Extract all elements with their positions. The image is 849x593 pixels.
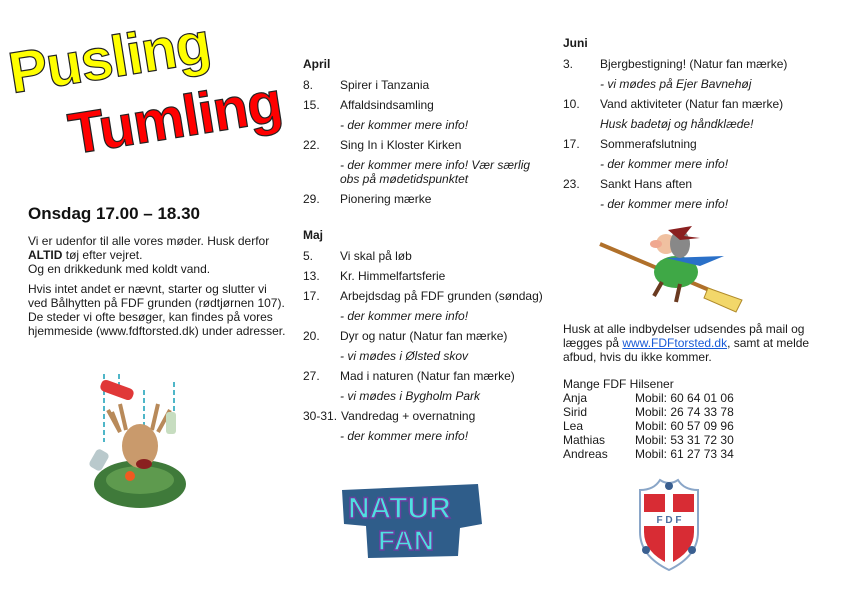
event-date: 5. (303, 249, 314, 263)
info-text-pre: Husk at alle indbydelser udsendes på mail og lægges på (563, 322, 805, 350)
intro-text-post: tøj efter vejret. (62, 248, 143, 262)
event-title: Sing In i Kloster Kirken (340, 138, 462, 152)
event-date: 17. (563, 137, 580, 151)
natur-fan-badge (338, 478, 484, 560)
event-title: Dyr og natur (Natur fan mærke) (340, 329, 508, 343)
event-title: Sankt Hans aften (600, 177, 693, 191)
event-date: 15. (303, 98, 320, 112)
event-title: Sommerafslutning (600, 137, 697, 151)
month-april: April (303, 57, 331, 71)
event-row (563, 57, 833, 71)
info-text-post: , samt at melde afbud, hvis du ikke kommer. (563, 336, 810, 364)
event-date: 13. (303, 269, 320, 283)
intro-text-pre: Vi er udenfor til alle vores møder. Husk derfor (28, 234, 270, 248)
event-title: Kr. Himmelfartsferie (340, 269, 446, 283)
contact-name: Mathias (563, 433, 606, 447)
event-note: - der kommer mere info! (600, 157, 729, 171)
intro-text (28, 234, 286, 344)
schedule-juni (563, 36, 833, 217)
event-row (563, 97, 833, 111)
event-row (303, 369, 543, 383)
event-date: 22. (303, 138, 320, 152)
event-title: Arbejdsdag på FDF grunden (søndag) (340, 289, 543, 303)
event-row (303, 249, 543, 263)
event-row (303, 329, 543, 343)
month-maj: Maj (303, 228, 324, 242)
event-date: 30-31. (303, 409, 338, 423)
contact-list (563, 377, 734, 461)
moose-illustration (78, 372, 196, 510)
event-title: Bjergbestigning! (Natur fan mærke) (600, 57, 788, 71)
event-row (303, 98, 543, 112)
contact-phone: Mobil: 60 64 01 06 (635, 391, 734, 405)
contact-name: Lea (563, 419, 584, 433)
contact-name: Anja (563, 391, 588, 405)
event-date: 29. (303, 192, 320, 206)
intro-paragraph-1 (28, 234, 286, 276)
contact-row (563, 391, 734, 405)
greeting: Mange FDF Hilsener (563, 377, 674, 391)
month-juni: Juni (563, 36, 588, 50)
event-note: - der kommer mere info! (340, 309, 469, 323)
event-date: 20. (303, 329, 320, 343)
contact-name: Andreas (563, 447, 608, 461)
event-row (563, 177, 833, 191)
contact-phone: Mobil: 61 27 73 34 (635, 447, 734, 461)
event-row (303, 409, 543, 423)
event-row (303, 192, 543, 206)
event-note: - vi mødes i Bygholm Park (340, 389, 481, 403)
contact-name: Sirid (563, 405, 588, 419)
event-title: Vandredag + overnatning (341, 409, 476, 423)
event-note: - der kommer mere info! (340, 429, 469, 443)
event-date: 3. (563, 57, 574, 71)
svg-text:F D F: F D F (656, 515, 682, 526)
event-date: 17. (303, 289, 320, 303)
title-tumling: Tumling (64, 69, 287, 167)
intro-paragraph-2: Hvis intet andet er nævnt, starter og slutter vi ved Bålhytten på FDF grunden (rødtjørnen 107). De steder vi ofte besøger, kan findes på vores hjemmeside (www.fdftorsted.dk) under adresser. (28, 282, 286, 338)
event-row (563, 137, 833, 151)
event-row (303, 78, 543, 92)
intro-text-bold: ALTID (28, 248, 63, 262)
schedule-april-maj (303, 57, 543, 449)
witch-illustration (596, 222, 744, 314)
svg-text:FAN: FAN (378, 525, 434, 556)
event-date: 27. (303, 369, 320, 383)
event-note: Husk badetøj og håndklæde! (600, 117, 754, 131)
contact-row (563, 447, 734, 461)
event-note: - der kommer mere info! (600, 197, 729, 211)
intro-text-line3: Og en drikkedunk med koldt vand. (28, 262, 211, 276)
svg-text:NATUR: NATUR (348, 492, 451, 525)
event-row (303, 269, 543, 283)
event-title: Mad i naturen (Natur fan mærke) (340, 369, 515, 383)
event-date: 23. (563, 177, 580, 191)
title-pusling: Pusling (4, 10, 215, 106)
contact-row (563, 419, 734, 433)
meeting-time-heading: Onsdag 17.00 – 18.30 (28, 204, 200, 223)
contact-row (563, 405, 734, 419)
event-date: 8. (303, 78, 314, 92)
event-note: - der kommer mere info! (340, 118, 469, 132)
event-row (303, 138, 543, 152)
info-text (563, 322, 823, 364)
event-note: - vi mødes i Ølsted skov (340, 349, 469, 363)
contact-phone: Mobil: 60 57 09 96 (635, 419, 734, 433)
event-note: - der kommer mere info! Vær særlig obs på mødetidspunktet (340, 158, 531, 186)
fdf-shield-logo (634, 476, 704, 572)
contact-phone: Mobil: 53 31 72 30 (635, 433, 734, 447)
event-title: Pionering mærke (340, 192, 432, 206)
event-row (303, 289, 543, 303)
event-title: Spirer i Tanzania (340, 78, 430, 92)
website-link[interactable]: www.FDFtorsted.dk (622, 336, 728, 350)
event-title: Vand aktiviteter (Natur fan mærke) (600, 97, 784, 111)
event-date: 10. (563, 97, 580, 111)
contact-row (563, 433, 734, 447)
contact-phone: Mobil: 26 74 33 78 (635, 405, 734, 419)
event-note: - vi mødes på Ejer Bavnehøj (600, 77, 752, 91)
event-title: Affaldsindsamling (340, 98, 434, 112)
event-title: Vi skal på løb (340, 249, 412, 263)
